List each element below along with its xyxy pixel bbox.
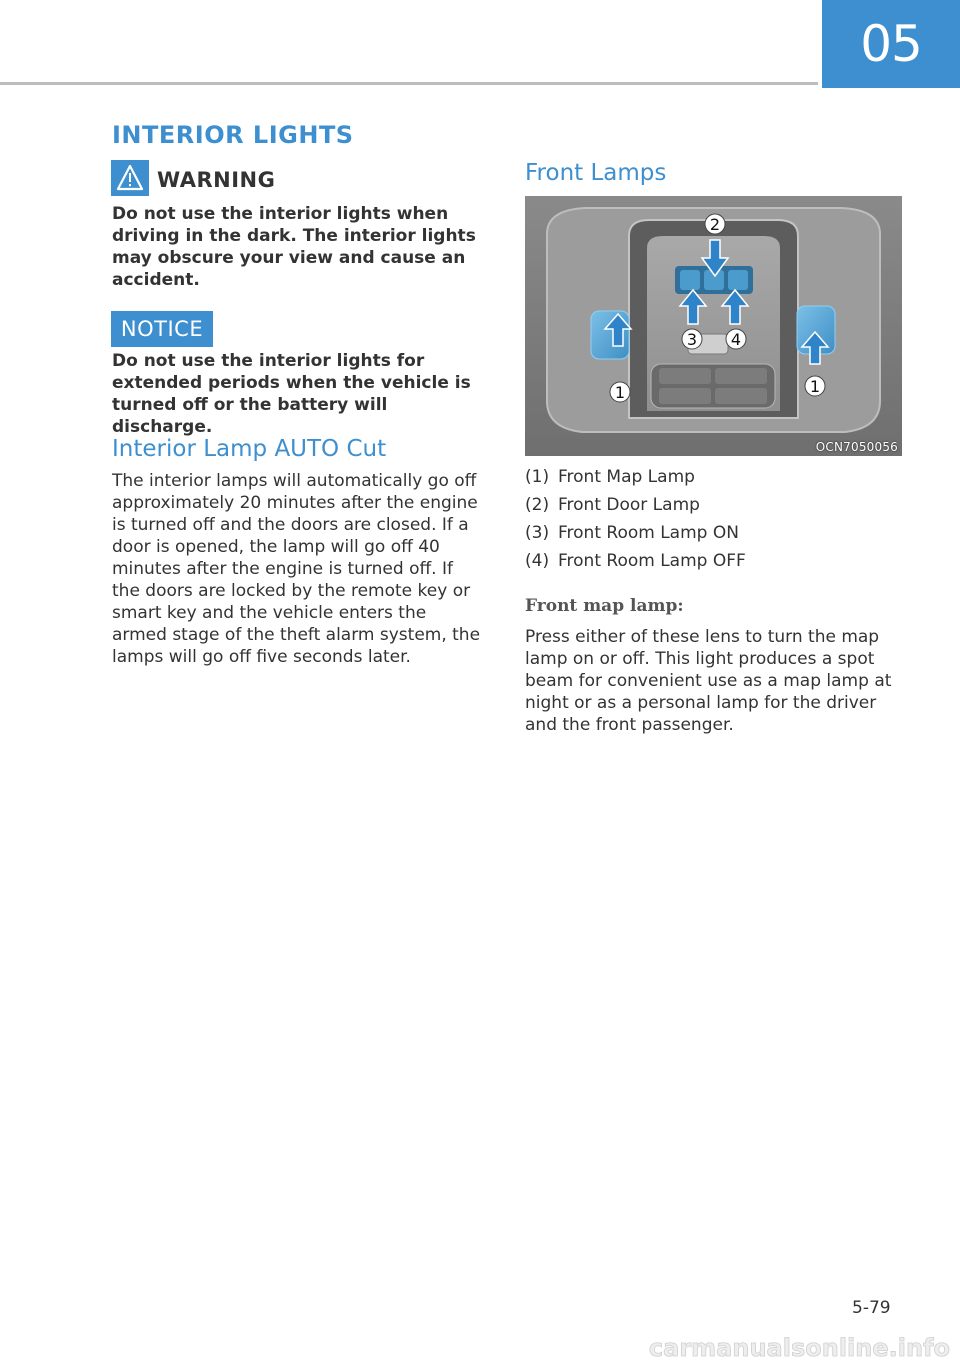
page-number: 5-79	[852, 1298, 891, 1318]
figure-code: OCN7050056	[815, 440, 898, 454]
overhead-console-illustration	[525, 196, 902, 456]
legend-label: Front Room Lamp OFF	[558, 551, 746, 571]
map-lamp-text: Press either of these lens to turn the map lamp on or off. This light produces a spot beam for convenient use as a map lamp at night or as a personal lamp for the driver and the front passenger.	[525, 627, 892, 735]
legend-number: (1)	[525, 467, 550, 487]
section-title: INTERIOR LIGHTS	[112, 121, 354, 149]
watermark-text	[0, 1332, 960, 1362]
notice-badge	[111, 311, 213, 347]
watermark-label: carmanualsonline.info	[648, 1334, 950, 1362]
legend-number: (3)	[525, 523, 550, 543]
warning-triangle-icon	[111, 160, 149, 196]
callout-map-lamp-right: 1	[809, 377, 821, 396]
auto-cut-title: Interior Lamp AUTO Cut	[112, 436, 387, 462]
notice-text: Do not use the interior lights for extended periods when the vehicle is turned off or the battery will discharge.	[112, 351, 471, 437]
watermark	[0, 1332, 960, 1362]
legend-label: Front Map Lamp	[558, 467, 695, 487]
legend-item	[525, 463, 905, 491]
legend-item	[525, 491, 905, 519]
callout-map-lamp-left: 1	[614, 383, 626, 402]
warning-text: Do not use the interior lights when driving in the dark. The interior lights may obscure your view and cause an accident.	[112, 204, 476, 290]
legend-number: (2)	[525, 495, 550, 515]
map-lamp-heading: Front map lamp:	[525, 596, 684, 616]
notice-label: NOTICE	[120, 317, 204, 341]
chapter-tab	[822, 0, 960, 88]
legend-item	[525, 519, 905, 547]
callout-room-lamp-off: 4	[730, 330, 742, 349]
legend-label: Front Door Lamp	[558, 495, 700, 515]
legend-label: Front Room Lamp ON	[558, 523, 739, 543]
front-lamps-figure	[525, 196, 902, 456]
figure-legend	[525, 463, 905, 575]
auto-cut-text: The interior lamps will automatically go off approximately 20 minutes after the engine is turned off and the doors are closed. If a door is opened, the lamp will go off 40 minutes after the engine is turned off. If the doors are locked by the remote key or smart key and the vehicle enters the armed stage of the theft alarm system, the lamps will go off five seconds later.	[112, 471, 481, 667]
legend-item	[525, 547, 905, 575]
header-rule	[0, 82, 818, 85]
warning-label: WARNING	[157, 168, 276, 192]
chapter-number: 05	[860, 15, 922, 73]
callout-room-lamp-on: 3	[686, 330, 698, 349]
legend-number: (4)	[525, 551, 550, 571]
front-lamps-title: Front Lamps	[525, 160, 667, 186]
callout-door-lamp: 2	[709, 215, 721, 234]
warning-badge	[111, 160, 149, 196]
